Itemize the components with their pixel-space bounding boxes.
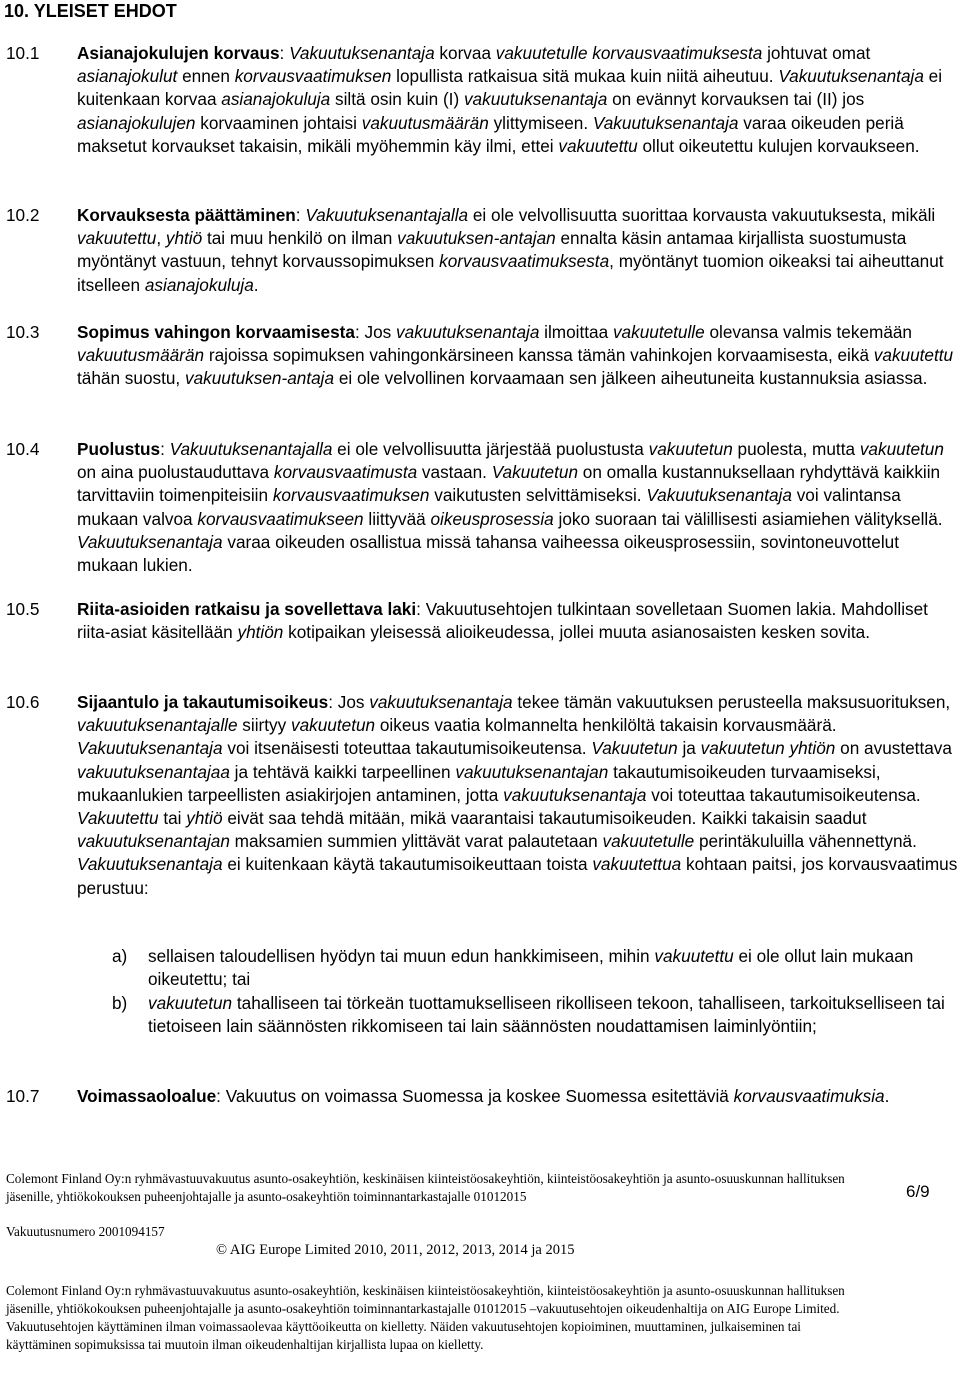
clause-title: Sopimus vahingon korvaamisesta (77, 322, 355, 342)
defined-term: yhtiö (186, 808, 223, 829)
defined-term: yhtiön (237, 622, 284, 643)
text-run: varaa oikeuden periä maksetut korvaukset takaisin, mikäli myöhemmin käy ilmi, ettei (77, 112, 904, 156)
text-run: ja tehtävä kaikki tarpeellinen (229, 761, 456, 782)
text-run: maksamien summien ylittävät varat palautetaan (229, 831, 603, 852)
defined-term: yhtiö (165, 228, 203, 249)
text-run: voi toteuttaa takautumisoikeutensa. (646, 784, 921, 805)
text-run: sellaisen taloudellisen hyödyn tai muun edun hankkimiseen, mihin (148, 946, 655, 966)
clause-text (77, 321, 960, 391)
clause-text (77, 1085, 960, 1108)
defined-term: Vakuutuksenantaja (77, 854, 223, 875)
defined-term: vakuutuksenantaja (463, 89, 608, 110)
text-run: ei ole velvollisuutta suorittaa korvausta vakuutuksesta, mikäli (468, 205, 936, 225)
defined-term: vakuutetulle (602, 831, 695, 852)
clause-number: 10.7 (6, 1086, 40, 1106)
defined-term: vakuutettu (873, 345, 954, 366)
defined-term: vakuutetun (648, 439, 733, 459)
text-run: perintäkuluilla vähennettynä. (694, 831, 917, 852)
defined-term: korvausvaatimusta (273, 462, 418, 483)
copyright-notice: © AIG Europe Limited 2010, 2011, 2012, 2013, 2014 ja 2015 (216, 1242, 575, 1258)
text-run: oikeus vaatia kolmannelta henkilöltä takaisin korvausmäärä. (375, 715, 837, 736)
text-run: tahalliseen tai törkeän tuottamukselliseen rikolliseen tekoon, tahalliseen, tarkoitukselliseen tai tietoiseen lain säännösten rikkomiseen tai lain säännösten noudattamisen laiminlyöntiin; (148, 993, 945, 1037)
text-run: : Jos (328, 692, 370, 712)
text-run: siirtyy (237, 715, 291, 736)
defined-term: asianajokuluja (221, 89, 331, 110)
defined-term: vakuutusmäärän (77, 345, 205, 366)
clause-title: Riita-asioiden ratkaisu ja sovellettava laki (77, 599, 417, 619)
defined-term: Vakuutuksenantaja (778, 66, 924, 87)
clause-number: 10.1 (6, 43, 40, 63)
text-run: vaikutusten selvittämiseksi. (429, 485, 647, 506)
defined-term: vakuutuksenantajan (455, 761, 609, 782)
defined-term: asianajokulujen (77, 112, 196, 133)
policy-number: Vakuutusnumero 2001094157 (6, 1224, 165, 1239)
text-run: lopullista ratkaisua sitä mukaa kuin niitä aiheutuu. (391, 66, 779, 87)
text-run: tai muu henkilö on ilman (202, 228, 398, 249)
text-run: on avustettava (835, 738, 952, 759)
defined-term: vakuutetun yhtiön (700, 738, 836, 759)
text-run: voi valintansa mukaan valvoa (77, 485, 901, 529)
defined-term: vakuutusmäärän (361, 112, 489, 133)
text-run: ylittymiseen. (488, 112, 593, 133)
defined-term: Vakuutuksenantaja (646, 485, 792, 506)
clause-number: 10.4 (6, 439, 40, 459)
defined-term: korvausvaatimuksia (733, 1086, 885, 1106)
footer-legal-notice: Colemont Finland Oy:n ryhmävastuuvakuutus asunto-osakeyhtiön, keskinäisen kiinteistöosakeyhtiön, kiinteistöosakeyhtiön ja asunto-osuuskunnan hallituksen jäsenille, yhtiökokouksen puheenjohtajalle ja asunto-osakeyhtiön toiminnantarkastajalle 01012015 –vakuutusehtojen oikeudenhaltija on AIG Europe Limited. Vakuutusehtojen käyttäminen ilman voimassaolevaa käyttöoikeutta on kielletty. Näiden vakuutusehtojen kopioiminen, muuttaminen, julkaiseminen tai käyttäminen sopimuksissa tai muutoin ilman oikeudenhaltijan kirjallista lupaa on kielletty. (6, 1283, 845, 1352)
text-run: . (253, 274, 259, 295)
clause-number: 10.5 (6, 599, 40, 619)
text-run: on omalla kustannuksellaan ryhdyttävä kaikkiin tarvittaviin toimenpiteisiin (77, 462, 941, 506)
text-run: ei ole velvollinen korvaamaan sen jälkeen aiheutuneita kustannuksia asiassa. (334, 368, 928, 389)
text-run: eivät saa tehdä mitään, mikä vaarantaisi takautumisoikeuden. Kaikki takaisin saadut (222, 808, 867, 829)
text-run: tekee tämän vakuutuksen perusteella maksusuorituksen, (512, 692, 951, 712)
clause-title: Voimassaoloalue (77, 1086, 217, 1106)
defined-term: korvausvaatimuksesta (439, 251, 610, 272)
defined-term: vakuutuksenantajalle (77, 715, 238, 736)
defined-term: vakuutettu (654, 946, 734, 966)
defined-term: Vakuutuksenantaja (289, 43, 435, 63)
defined-term: vakuutetulle korvausvaatimuksesta (495, 43, 763, 63)
defined-term: korvausvaatimuksen (272, 485, 430, 506)
defined-term: Vakuutuksenantaja (77, 531, 223, 552)
text-run: ja (677, 738, 701, 759)
text-run: voi itsenäisesti toteuttaa takautumisoikeutensa. (222, 738, 592, 759)
clause-text (77, 598, 960, 644)
text-run: , myöntänyt tuomion oikeaksi tai aiheuttanut itselleen (77, 251, 944, 295)
defined-term: vakuutuksenantaja (369, 692, 513, 712)
clause-number: 10.2 (6, 205, 40, 225)
list-item-text (148, 992, 948, 1038)
clause-text (77, 691, 960, 900)
defined-term: Vakuutuksenantaja (77, 738, 223, 759)
defined-term: vakuutuksen-antajan (397, 228, 556, 249)
defined-term: vakuutuksen-antaja (184, 368, 335, 389)
text-run: , (156, 228, 166, 249)
text-run: . (884, 1086, 890, 1106)
defined-term: Vakuutuksenantaja (592, 112, 739, 133)
defined-term: vakuutuksenantajan (77, 831, 230, 852)
text-run: : (295, 205, 306, 225)
text-run: ei ole velvollisuutta järjestää puolustusta (332, 439, 649, 459)
defined-term: oikeusprosessia (430, 508, 554, 529)
text-run: ennalta käsin antamaa kirjallista suostumusta myöntänyt vastuun, tehnyt korvaussopimuksen (77, 228, 907, 272)
text-run: puolesta, mutta (732, 439, 860, 459)
text-run: kohtaan paitsi, jos korvausvaatimus perustuu: (77, 854, 958, 898)
text-run: ollut oikeutettu kulujen korvaukseen. (637, 135, 920, 156)
clause-title: Asianajokulujen korvaus (77, 43, 280, 63)
defined-term: vakuutettua (592, 854, 682, 875)
page-number: 6/9 (906, 1182, 930, 1201)
text-run: vastaan. (417, 462, 492, 483)
text-run: varaa oikeuden osallistua missä tahansa vaiheessa oikeusprosessiin, sovintoneuvottelut mukaan lukien. (77, 531, 900, 576)
defined-term: korvausvaatimukseen (197, 508, 364, 529)
defined-term: vakuutetulle (612, 322, 705, 342)
text-run: tai (158, 808, 187, 829)
defined-term: vakuutettu (77, 228, 157, 249)
text-run: on aina puolustauduttava (77, 462, 274, 483)
text-run: ei ole ollut lain mukaan oikeutettu; tai (148, 946, 914, 990)
footer-policy-description: Colemont Finland Oy:n ryhmävastuuvakuutus asunto-osakeyhtiön, keskinäisen kiinteistöosakeyhtiön, kiinteistöosakeyhtiön ja asunto-osuuskunnan hallituksen jäsenille, yhtiökokouksen puheenjohtajalle ja asunto-osakeyhtiön toiminnantarkastajalle 01012015 (6, 1171, 845, 1204)
clause-title: Korvauksesta päättäminen (77, 205, 296, 225)
defined-term: Vakuutetun (491, 462, 579, 483)
list-item-text (148, 945, 948, 991)
defined-term: asianajokulut (77, 66, 178, 87)
list-marker: b) (112, 993, 128, 1013)
defined-term: Vakuutuksenantajalla (169, 439, 333, 459)
text-run: korvaa (434, 43, 496, 63)
text-run: ei kuitenkaan käytä takautumisoikeuttaan toista (222, 854, 593, 875)
clause-number: 10.6 (6, 692, 40, 712)
defined-term: Vakuutettu (77, 808, 159, 829)
text-run: tähän suostu, (77, 368, 185, 389)
defined-term: vakuutetun (291, 715, 376, 736)
text-run: ei kuitenkaan korvaa (77, 66, 943, 110)
text-run: joko suoraan tai välillisesti asiamiehen välityksellä. (553, 508, 943, 529)
text-run: : Vakuutus on voimassa Suomessa ja koskee Suomessa esitettäviä (216, 1086, 734, 1106)
text-run: takautumisoikeuden turvaamiseksi, mukaanlukien tarpeellisten asiakirjojen antaminen, jotta (77, 761, 881, 805)
defined-term: asianajokuluja (144, 274, 254, 295)
defined-term: vakuutetun (148, 993, 233, 1013)
text-run: liittyvää (363, 508, 431, 529)
clause-text (77, 204, 960, 297)
text-run: ennen (177, 66, 235, 87)
clause-title: Puolustus (77, 439, 161, 459)
text-run: ilmoittaa (539, 322, 613, 342)
text-run: : (279, 43, 290, 63)
defined-term: Vakuutetun (591, 738, 678, 759)
text-run: : Jos (354, 322, 397, 342)
clause-title: Sijaantulo ja takautumisoikeus (77, 692, 329, 712)
clause-text (77, 438, 960, 577)
text-run: olevansa valmis tekemään (704, 322, 912, 342)
text-run: rajoissa sopimuksen vahingonkärsineen kanssa tämän vahinkojen korvaamisesta, eikä (204, 345, 874, 366)
defined-term: vakuutuksenantaja (503, 784, 647, 805)
text-run: korvaaminen johtaisi (195, 112, 362, 133)
defined-term: vakuutuksenantaja (396, 322, 540, 342)
clause-text (77, 42, 960, 158)
defined-term: vakuutettu (558, 135, 638, 156)
defined-term: vakuutuksenantajaa (77, 761, 230, 782)
text-run: on evännyt korvauksen tai (II) jos (607, 89, 865, 110)
list-marker: a) (112, 946, 128, 966)
clause-number: 10.3 (6, 322, 40, 342)
text-run: : Vakuutusehtojen tulkintaan sovelletaan Suomen lakia. Mahdolliset riita-asiat käsitellään (77, 599, 928, 643)
text-run: johtuvat omat (762, 43, 871, 63)
text-run: : (160, 439, 170, 459)
section-heading: 10. YLEISET EHDOT (4, 1, 177, 21)
defined-term: vakuutetun (859, 439, 944, 459)
text-run: kotipaikan yleisessä alioikeudessa, jollei muuta asianosaisten kesken sovita. (283, 622, 870, 643)
text-run: siltä osin kuin (I) (330, 89, 464, 110)
defined-term: Vakuutuksenantajalla (305, 205, 469, 225)
defined-term: korvausvaatimuksen (234, 66, 392, 87)
